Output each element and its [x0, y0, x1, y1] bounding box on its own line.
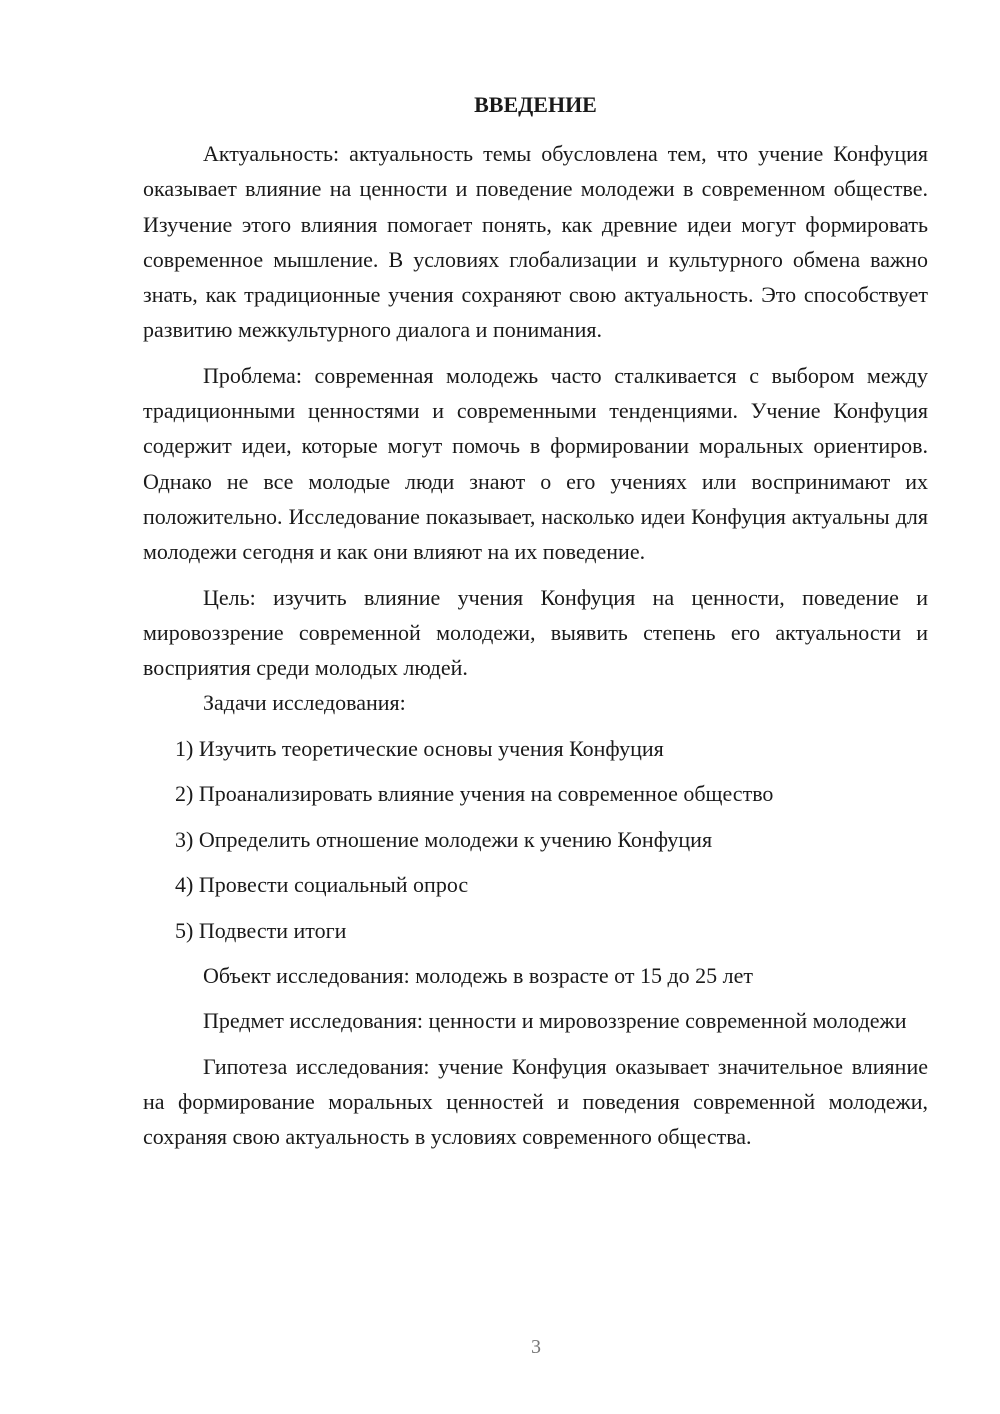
- task-item: 4) Провести социальный опрос: [175, 872, 469, 898]
- goal-paragraph: Цель: изучить влияние учения Конфуция на ценности, поведение и мировоззрение современной молодежи, выявить степень его актуальности и восприятия среди молодых людей.: [143, 584, 928, 681]
- tasks-title: Задачи исследования:: [203, 690, 406, 716]
- task-item: 3) Определить отношение молодежи к учению Конфуция: [175, 826, 713, 852]
- relevance-paragraph: Актуальность: актуальность темы обусловлена тем, что учение Конфуция оказывает влияние на ценности и поведение молодежи в современном обществе. Изучение этого влияния помогает понять, как древние идеи могут формировать современное мышление. В условиях глобализации и культурного обмена важно знать, как традиционные учения сохраняют свою актуальность. Это способствует развитию межкультурного диалога и понимания.: [143, 141, 928, 343]
- task-item: 1) Изучить теоретические основы учения Конфуция: [175, 735, 664, 761]
- task-item: 5) Подвести итоги: [175, 917, 347, 943]
- tasks-list: [143, 731, 928, 948]
- subject-paragraph: Предмет исследования: ценности и мировоззрение современной молодежи: [203, 1008, 907, 1034]
- hypothesis-paragraph: Гипотеза исследования: учение Конфуция оказывает значительное влияние на формирование моральных ценностей и поведения современной молодежи, сохраняя свою актуальность в условиях современного общества.: [143, 1053, 928, 1150]
- problem-paragraph: Проблема: современная молодежь часто сталкивается с выбором между традиционными ценностями и современными тенденциями. Учение Конфуция содержит идеи, которые могут помочь в формировании моральных ориентиров. Однако не все молодые люди знают о его учениях или воспринимают их положительно. Исследование показывает, насколько идеи Конфуция актуальны для молодежи сегодня и как они влияют на их поведение.: [143, 362, 928, 565]
- page-number: 3: [531, 1336, 541, 1358]
- task-item: 2) Проанализировать влияние учения на современное общество: [175, 781, 774, 807]
- object-paragraph: Объект исследования: молодежь в возрасте от 15 до 25 лет: [203, 963, 754, 989]
- document-page: [143, 92, 928, 1155]
- page-title: ВВЕДЕНИЕ: [474, 92, 597, 117]
